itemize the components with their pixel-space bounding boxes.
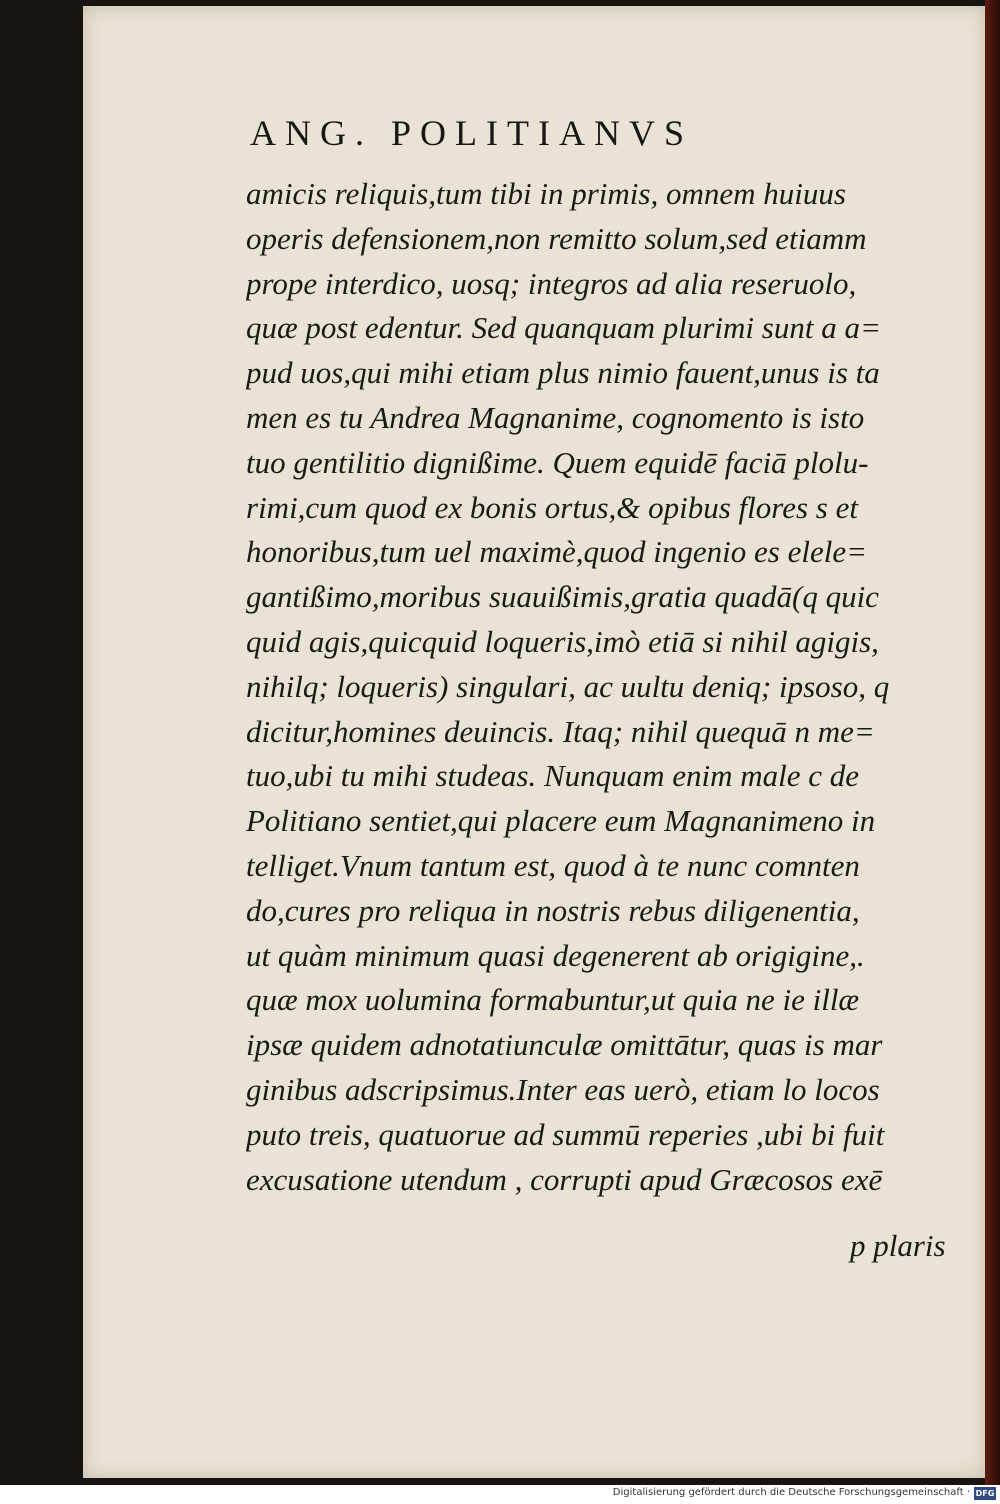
text-line: pud uos,qui mihi etiam plus nimio fauent,unus is ta <box>246 355 880 391</box>
catchword: p plaris <box>850 1228 946 1263</box>
text-line: quæ post edentur. Sed quanquam plurimi sunt a a= <box>246 310 881 346</box>
text-line: rimi,cum quod ex bonis ortus,& opibus flores s et <box>246 489 858 525</box>
body-text <box>246 172 966 1202</box>
footer-credit: Digitalisierung gefördert durch die Deutsche Forschungsgemeinschaft · <box>612 1487 970 1498</box>
text-line: honoribus,tum uel maximè,quod ingenio es elele= <box>246 534 867 570</box>
binding-edge <box>985 0 1000 1485</box>
text-line: gantißimo,moribus suauißimis,gratia quadā(q quic <box>246 579 879 615</box>
text-line: operis defensionem,non remitto solum,sed etiamm <box>246 220 867 256</box>
text-line: amicis reliquis,tum tibi in primis, omnem huiuus <box>246 176 846 211</box>
text-line: prope interdico, uosq; integros ad alia reseruolo, <box>246 265 857 301</box>
text-line: quæ mox uolumina formabuntur,ut quia ne ie illæ <box>246 982 860 1018</box>
text-line: ipsæ quidem adnotatiunculæ omittātur, quas is mar <box>246 1027 883 1063</box>
text-line: puto treis, quatuorue ad summū reperies ,ubi bi fuit <box>246 1116 885 1152</box>
text-line: ginibus adscripsimus.Inter eas uerò, etiam lo locos <box>246 1071 880 1107</box>
text-line: dicitur,homines deuincis. Itaq; nihil quequā n me= <box>246 713 875 749</box>
footer-bar <box>0 1485 1000 1504</box>
text-line: ut quàm minimum quasi degenerent ab origigine,. <box>246 937 865 973</box>
text-line: excusatione utendum , corrupti apud Græcosos exē <box>246 1161 883 1197</box>
text-line: men es tu Andrea Magnanime, cognomento is isto <box>246 399 865 435</box>
text-line: nihilq; loqueris) singulari, ac uultu deniq; ipsoso, q <box>246 668 890 704</box>
dfg-logo-icon: DFG <box>975 1489 995 1498</box>
text-line: telliget.Vnum tantum est, quod à te nunc comnten <box>246 847 860 883</box>
running-head: ANG. POLITIANVS <box>250 113 693 153</box>
text-line: do,cures pro reliqua in nostris rebus diligenentia, <box>246 892 860 928</box>
text-line: Politiano sentiet,qui placere eum Magnanimeno in <box>246 803 876 839</box>
text-line: tuo gentilitio dignißime. Quem equidē faciā plolu- <box>246 444 869 480</box>
text-line: quid agis,quicquid loqueris,imò etiā si nihil agigis, <box>246 623 879 659</box>
text-line: tuo,ubi tu mihi studeas. Nunquam enim male c de <box>246 758 860 794</box>
